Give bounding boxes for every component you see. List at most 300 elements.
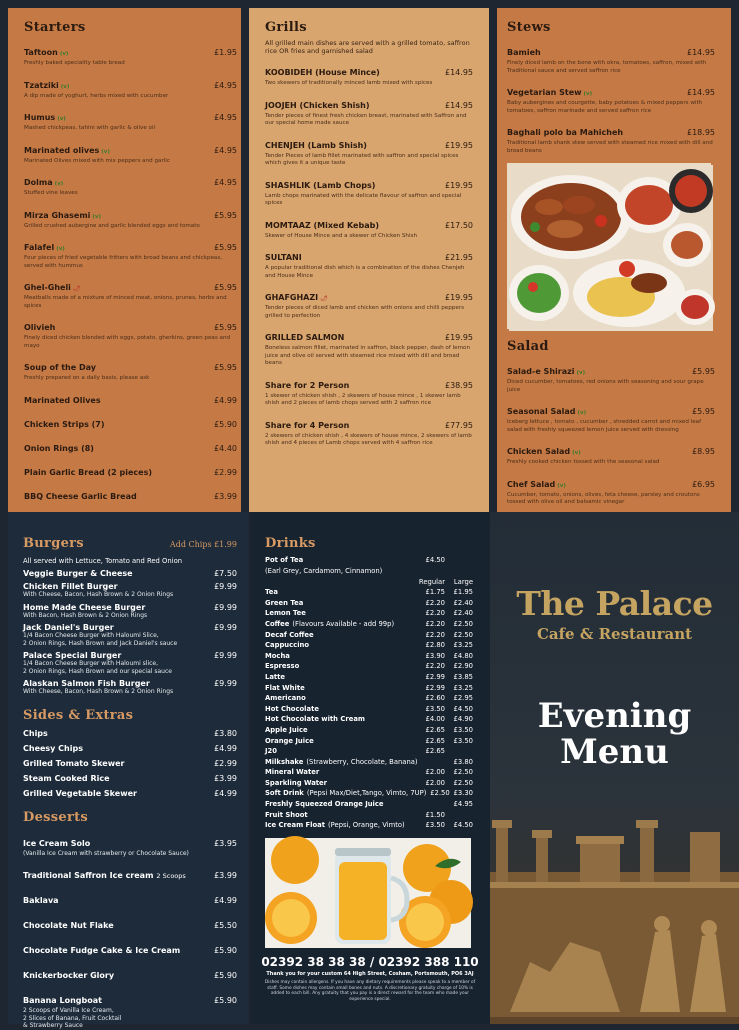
grill-item-description: 2 skewers of chicken shish , 4 skewers of house mince, 2 skewers of lamb shish and 4 pieces of Lamb chops served with 4 saffron rice bbox=[265, 432, 472, 446]
starter-item-row bbox=[24, 412, 237, 431]
drink-large-price: £2.50 bbox=[453, 619, 473, 628]
menu-line: Menu bbox=[560, 732, 669, 772]
burger-item-row bbox=[23, 679, 237, 688]
regular-header: Regular bbox=[418, 577, 445, 586]
stew-item-left bbox=[507, 80, 592, 99]
starter-item-price: £4.95 bbox=[214, 178, 237, 187]
starter-item-name: Olivieh bbox=[24, 323, 56, 332]
dessert-item bbox=[23, 988, 237, 1030]
burger-item-detail: With Cheese, Bacon, Hash Brown & 2 Onion Rings bbox=[23, 591, 174, 598]
grill-item-price: £38.95 bbox=[445, 380, 473, 390]
grill-item-name: Share for 4 Person bbox=[265, 420, 350, 430]
starter-item-price: £5.95 bbox=[214, 210, 237, 220]
drink-regular-price: £2.00 bbox=[425, 778, 445, 787]
grill-item bbox=[265, 173, 473, 208]
grill-item-name: JOOJEH (Chicken Shish) bbox=[265, 100, 370, 110]
drink-name-text: Orange Juice bbox=[265, 736, 314, 745]
drink-row bbox=[265, 715, 473, 726]
side-item-row bbox=[23, 729, 237, 738]
drink-row bbox=[265, 684, 473, 695]
starter-item-price: £5.95 bbox=[214, 283, 237, 292]
starter-item-row bbox=[24, 105, 237, 124]
burgers-header bbox=[23, 536, 237, 551]
drink-large-price: £3.50 bbox=[453, 725, 473, 734]
starter-item bbox=[24, 355, 237, 383]
starter-item-description: Grilled crushed aubergine and garlic blended eggs and tomato bbox=[24, 222, 200, 229]
drink-large-price: £4.95 bbox=[453, 800, 473, 809]
drink-name bbox=[265, 737, 417, 745]
grills-title: Grills bbox=[265, 20, 307, 35]
drink-name bbox=[265, 620, 417, 628]
starter-item-name: BBQ Cheese Garlic Bread bbox=[24, 491, 137, 501]
side-item-row bbox=[23, 744, 237, 753]
salad-item-left bbox=[507, 472, 566, 491]
grill-item-price: £19.95 bbox=[445, 333, 473, 342]
starter-item bbox=[24, 460, 237, 479]
dessert-item bbox=[23, 863, 237, 882]
drink-name-text: Sparkling Water bbox=[265, 778, 328, 787]
starter-item-price: £4.95 bbox=[214, 113, 237, 122]
drink-large-price: £2.40 bbox=[453, 598, 473, 607]
starter-item-description: Meatballs made of a mixture of minced meat, onions, prunes, herbs and spices bbox=[24, 295, 227, 309]
drink-name-text: Ice Cream Float bbox=[265, 821, 325, 830]
grill-item-description: Two skewers of traditionally minced lamb mixed with spices bbox=[265, 80, 433, 86]
starter-item-name: Chicken Strips (7) bbox=[24, 419, 105, 429]
burger-item-name: Chicken Fillet Burger bbox=[23, 582, 118, 591]
grill-item-left bbox=[265, 245, 302, 264]
side-item-row bbox=[23, 789, 237, 798]
pot-of-tea-name: Pot of Tea bbox=[265, 556, 304, 564]
salad-item-name: Chef Salad bbox=[507, 479, 556, 489]
starter-item-description: Marinated Olives mixed with mix peppers and garlic bbox=[24, 157, 170, 164]
pot-of-tea-row bbox=[265, 556, 473, 567]
starter-item bbox=[24, 138, 237, 166]
salad-item bbox=[507, 359, 715, 394]
grill-item-description: Boneless salmon fillet, marinated in saffron, black pepper, dash of lemon juice and olive oil served with steamed rice mixed with dill and broad beans bbox=[265, 345, 471, 366]
grill-item-description: Tender pieces of diced lamb and chicken with onions and chilli peppers grilled to perfection bbox=[265, 305, 465, 319]
side-item-row bbox=[23, 759, 237, 768]
dessert-item bbox=[23, 963, 237, 982]
orange-juice-photo bbox=[265, 838, 471, 948]
starter-item bbox=[24, 105, 237, 133]
grill-item-row bbox=[265, 213, 473, 232]
salad-item-price: £5.95 bbox=[692, 367, 715, 376]
grill-item-left bbox=[265, 285, 328, 304]
salad-item-left bbox=[507, 359, 585, 378]
drink-large-price: £4.90 bbox=[453, 715, 473, 724]
vegetarian-badge: (v) bbox=[557, 482, 566, 489]
starter-item bbox=[24, 170, 237, 198]
side-item-price: £4.99 bbox=[214, 743, 237, 753]
starter-item-name: Ghel-Gheli bbox=[24, 283, 71, 292]
burger-item bbox=[23, 679, 237, 696]
dessert-item-price: £4.99 bbox=[214, 896, 237, 905]
grill-item-left bbox=[265, 133, 367, 152]
burger-item-price: £9.99 bbox=[214, 679, 237, 688]
drink-options: (Pepsi, Orange, Vimto) bbox=[328, 821, 405, 830]
drinks-panel bbox=[250, 512, 490, 1024]
dessert-item-name: Knickerbocker Glory bbox=[23, 971, 115, 980]
starter-item-name: Taftoon bbox=[24, 48, 58, 57]
stew-item-left bbox=[507, 40, 541, 59]
grill-item-row bbox=[265, 413, 473, 432]
starter-item-left bbox=[24, 138, 110, 157]
grill-item-description: Skewer of House Mince and a skewer of Chicken Shish bbox=[265, 232, 417, 239]
grill-item-price: £14.95 bbox=[445, 100, 473, 110]
starter-item-name: Dolma bbox=[24, 178, 53, 187]
drink-large-price: £4.80 bbox=[453, 651, 473, 660]
drink-row bbox=[265, 737, 473, 748]
starters-panel bbox=[8, 8, 241, 512]
starter-item-left bbox=[24, 170, 63, 189]
grill-item-description: 1 skewer of chicken shish , 2 skewers of house mince , 1 skewer lamb shish and 2 pieces of lamb chops served with 2 saffron rice bbox=[265, 392, 461, 406]
drink-row bbox=[265, 726, 473, 737]
drink-regular-price: £3.50 bbox=[425, 821, 445, 830]
grill-item bbox=[265, 93, 473, 128]
starter-item-row bbox=[24, 203, 237, 222]
dessert-item-detail: (Vanilla Ice Cream with strawberry or Chocolate Sauce) bbox=[23, 849, 189, 857]
food-platter-photo bbox=[507, 163, 711, 329]
salad-item bbox=[507, 399, 715, 434]
grill-item-left bbox=[265, 60, 380, 79]
starter-item-left bbox=[24, 460, 152, 479]
stew-item bbox=[507, 40, 715, 75]
side-item-name: Grilled Vegetable Skewer bbox=[23, 788, 137, 798]
starter-item-description: Stuffed vine leaves bbox=[24, 190, 78, 196]
salad-title: Salad bbox=[507, 339, 549, 354]
sides-title: Sides & Extras bbox=[23, 707, 134, 723]
vegetarian-badge: (v) bbox=[54, 181, 64, 187]
vegetarian-badge: (v) bbox=[57, 116, 66, 122]
drink-name bbox=[265, 599, 417, 607]
dessert-item-row bbox=[23, 913, 237, 932]
drink-name bbox=[265, 779, 417, 787]
brand-title: The Palace bbox=[516, 584, 713, 623]
stew-item-price: £14.95 bbox=[687, 48, 715, 57]
salad-item-left bbox=[507, 439, 581, 458]
evening-menu-title bbox=[490, 698, 739, 770]
starter-item-row bbox=[24, 388, 237, 407]
side-item-price: £4.99 bbox=[214, 788, 237, 798]
burger-item-price: £9.99 bbox=[214, 602, 237, 612]
starter-item-name: Tzatziki bbox=[24, 80, 59, 90]
starter-item-name: Falafel bbox=[24, 243, 55, 252]
drink-name-text: Hot Chocolate with Cream bbox=[265, 715, 365, 724]
starter-item-row bbox=[24, 40, 237, 59]
drink-name-text: Soft Drink bbox=[265, 789, 304, 798]
dessert-item-name: Ice Cream Solo bbox=[23, 838, 91, 848]
salad-item-price: £8.95 bbox=[692, 447, 715, 456]
burger-item-detail: 2 Onion Rings, Hash Brown and our special sauce bbox=[23, 667, 172, 675]
drink-large-price: £3.85 bbox=[453, 672, 473, 681]
grill-item-description: A popular traditional dish which is a combination of the dishes Chenjeh and House Mince bbox=[265, 265, 465, 279]
side-item-price: £3.80 bbox=[214, 728, 237, 738]
desserts-title: Desserts bbox=[23, 809, 89, 825]
burger-item-row bbox=[23, 582, 237, 591]
vegetarian-badge: (v) bbox=[583, 91, 593, 97]
burger-item bbox=[23, 651, 237, 675]
pot-of-tea-flavours: (Earl Grey, Cardamom, Cinnamon) bbox=[265, 566, 383, 575]
salad-item-row bbox=[507, 472, 715, 491]
grill-item-price: £19.95 bbox=[445, 293, 473, 302]
salad-item bbox=[507, 472, 715, 507]
side-item-name: Steam Cooked Rice bbox=[23, 773, 110, 783]
stew-item-description: Finely diced lamb on the bone with okra, tomatoes, saffron, mixed with Traditional sauce and served saffron rice bbox=[507, 60, 707, 74]
drink-name-text: Americano bbox=[265, 694, 306, 703]
grill-item bbox=[265, 285, 473, 320]
dessert-item-left bbox=[23, 831, 90, 850]
drink-regular-price: £2.20 bbox=[425, 609, 445, 618]
grill-item-left bbox=[265, 93, 370, 112]
drink-row bbox=[265, 641, 473, 652]
dessert-item-name: Baklava bbox=[23, 896, 59, 905]
drink-large-price: £3.25 bbox=[453, 683, 473, 692]
grill-item-row bbox=[265, 325, 473, 344]
drink-large-price: £2.50 bbox=[453, 630, 473, 639]
desserts-list bbox=[23, 831, 237, 1030]
starter-item-price: £4.95 bbox=[214, 80, 237, 90]
vegetarian-badge: (v) bbox=[92, 213, 102, 220]
vegetarian-badge: (v) bbox=[59, 51, 69, 57]
starter-item-left bbox=[24, 73, 69, 92]
grill-item-row bbox=[265, 173, 473, 192]
stews-column bbox=[507, 20, 715, 507]
drink-row bbox=[265, 673, 473, 684]
burger-item-name: Jack Daniel's Burger bbox=[23, 623, 114, 632]
salad-item-name: Seasonal Salad bbox=[507, 407, 576, 416]
vegetarian-badge: (v) bbox=[577, 410, 587, 416]
side-item-row bbox=[23, 774, 237, 783]
grill-item-name: GHAFGHAZI bbox=[265, 293, 319, 302]
drink-large-price: £3.30 bbox=[453, 789, 473, 798]
side-item bbox=[23, 774, 237, 783]
orange-juice-illustration bbox=[265, 838, 471, 948]
drink-name-text: Coffee bbox=[265, 619, 290, 628]
dessert-item-price: £3.99 bbox=[214, 871, 237, 880]
grill-item-price: £17.50 bbox=[445, 220, 473, 230]
allergen-note: Dishes may contain allergens. If you have any dietary requirements please speak to a member of staff. Some dishes may contain small bones and nuts. A discretionary gratuity charge of 10% is added to each bill. Any gratuity that you pay is a direct reward for the team who made your experience special. bbox=[264, 980, 476, 1002]
drink-options: (Pepsi Max/Diet,Tango, Vimto, 7UP) bbox=[306, 789, 427, 798]
side-item bbox=[23, 744, 237, 753]
starter-item-left bbox=[24, 275, 81, 294]
drink-name bbox=[265, 609, 417, 617]
grill-item-price: £19.95 bbox=[445, 180, 473, 190]
stew-item-row bbox=[507, 80, 715, 99]
starter-item-row bbox=[24, 460, 237, 479]
dessert-item-row bbox=[23, 938, 237, 957]
burger-item-detail: With Cheese, Bacon, Hash Brown & 2 Onion Rings bbox=[23, 688, 174, 695]
drink-regular-price: £2.50 bbox=[430, 789, 450, 798]
starter-item-left bbox=[24, 315, 55, 334]
grill-item bbox=[265, 325, 473, 368]
starter-item-price: £1.95 bbox=[214, 48, 237, 57]
drink-large-price: £2.40 bbox=[453, 609, 473, 618]
drink-row bbox=[265, 620, 473, 631]
drink-regular-price: £1.50 bbox=[425, 810, 445, 819]
starter-item-left bbox=[24, 235, 65, 254]
salad-item-description: Iceberg lettuce , tomato , cucumber , shredded carrot and mixed leaf salad with freshly squeezed lemon juice served with dressing bbox=[507, 419, 702, 433]
dessert-item-left bbox=[23, 913, 114, 932]
drink-name bbox=[265, 588, 417, 596]
burger-item-row bbox=[23, 651, 237, 660]
drink-name bbox=[265, 684, 417, 692]
starter-item-name: Marinated Olives bbox=[24, 395, 101, 405]
food-platter-illustration bbox=[509, 165, 713, 331]
grill-item-name: CHENJEH (Lamb Shish) bbox=[265, 140, 367, 150]
starter-item-price: £4.40 bbox=[214, 443, 237, 453]
stews-title: Stews bbox=[507, 20, 551, 35]
dessert-item bbox=[23, 913, 237, 932]
burgers-title: Burgers bbox=[23, 536, 84, 551]
drink-row bbox=[265, 588, 473, 599]
starter-item bbox=[24, 436, 237, 455]
drink-name bbox=[265, 715, 417, 723]
starter-item-left bbox=[24, 412, 105, 431]
drink-name bbox=[265, 768, 417, 776]
drink-name-text: Cappuccino bbox=[265, 641, 310, 650]
salad-item-row bbox=[507, 399, 715, 418]
dessert-item-name: Chocolate Nut Flake bbox=[23, 921, 114, 930]
stew-item-price: £14.95 bbox=[687, 88, 715, 97]
dessert-item-detail: 2 Slices of Banana, Fruit Cocktail bbox=[23, 1014, 122, 1022]
grill-item bbox=[265, 133, 473, 168]
dessert-item-row bbox=[23, 831, 237, 850]
starter-item-description: Four pieces of fried vegetable fritters with broad beans and chickpeas, served with hummus bbox=[24, 255, 223, 269]
starter-item bbox=[24, 40, 237, 68]
burger-item-detail: 1/4 Bacon Cheese Burger with Haloumi slice, bbox=[23, 660, 159, 667]
salad-item-row bbox=[507, 359, 715, 378]
drink-name-text: Espresso bbox=[265, 662, 300, 671]
grill-item-row bbox=[265, 93, 473, 112]
drink-regular-price: £2.20 bbox=[425, 598, 445, 607]
drink-name bbox=[265, 631, 417, 639]
dessert-item-price: £5.50 bbox=[214, 921, 237, 930]
grill-item-price: £77.95 bbox=[445, 420, 473, 430]
starter-item-name: Onion Rings (8) bbox=[24, 443, 94, 453]
drink-regular-price: £2.20 bbox=[425, 662, 445, 671]
drink-name-text: J20 bbox=[265, 747, 277, 756]
drink-regular-price: £3.90 bbox=[425, 651, 445, 660]
drink-large-price: £2.90 bbox=[453, 662, 473, 671]
drink-row bbox=[265, 652, 473, 663]
grill-item-row bbox=[265, 373, 473, 392]
drink-name bbox=[265, 694, 417, 702]
drink-row bbox=[265, 811, 473, 822]
dessert-item-row bbox=[23, 888, 237, 907]
drink-name bbox=[265, 821, 417, 829]
starter-item-row bbox=[24, 315, 237, 334]
starter-item-price: £5.95 bbox=[214, 323, 237, 332]
burger-item-detail: 2 Onion Rings, Hash Brown and Jack Daniel's sauce bbox=[23, 639, 178, 647]
starter-item-name: Plain Garlic Bread (2 pieces) bbox=[24, 467, 153, 477]
starter-item-left bbox=[24, 203, 101, 222]
burger-item-price: £9.99 bbox=[214, 651, 237, 660]
drink-regular-price: £2.65 bbox=[425, 747, 445, 756]
burger-item-price: £9.99 bbox=[214, 582, 237, 591]
drink-regular-price: £2.20 bbox=[425, 619, 445, 628]
side-item-price: £3.99 bbox=[214, 773, 237, 783]
salad-list bbox=[507, 359, 715, 507]
grill-item bbox=[265, 245, 473, 280]
phone-numbers[interactable]: 02392 38 38 38 / 02392 388 110 bbox=[261, 955, 479, 969]
dessert-item-left bbox=[23, 863, 186, 882]
dessert-item-price: £5.90 bbox=[214, 971, 237, 980]
salad-item-description: Cucumber, tomato, onions, olives, feta cheese, parsley and croutons tossed with olive oil and balsamic vinegar bbox=[507, 491, 700, 505]
grill-item-description: Lamb chops marinated with the delicate flavour of saffron and special spices bbox=[265, 192, 462, 206]
drink-regular-price: £2.00 bbox=[425, 768, 445, 777]
stew-item-name: Vegetarian Stew bbox=[507, 88, 582, 97]
cover-panel bbox=[490, 512, 739, 1024]
burger-item-row bbox=[23, 603, 237, 612]
starter-item-price: £5.95 bbox=[214, 363, 237, 372]
dessert-item-price: £5.90 bbox=[214, 996, 237, 1005]
drink-name bbox=[265, 662, 417, 670]
starters-title: Starters bbox=[24, 20, 86, 35]
salad-item-price: £5.95 bbox=[692, 407, 715, 416]
starter-item-row bbox=[24, 436, 237, 455]
burger-item-row bbox=[23, 569, 237, 578]
starter-item bbox=[24, 73, 237, 101]
drinks-list bbox=[265, 588, 473, 832]
dessert-item-left bbox=[23, 938, 180, 957]
vegetarian-badge: (v) bbox=[572, 450, 581, 456]
grill-item bbox=[265, 413, 473, 448]
drink-regular-price: £3.50 bbox=[425, 704, 445, 713]
drink-name-text: Tea bbox=[265, 588, 278, 597]
burger-item-name: Veggie Burger & Cheese bbox=[23, 569, 133, 578]
drink-name bbox=[265, 641, 417, 649]
drinks-title: Drinks bbox=[265, 536, 316, 551]
burger-item-detail: 1/4 Bacon Cheese Burger with Haloumi Slice, bbox=[23, 632, 159, 639]
dessert-item-left bbox=[23, 963, 114, 982]
drink-row bbox=[265, 705, 473, 716]
starter-item-description: Freshly baked speciality table bread bbox=[24, 60, 125, 66]
stew-item bbox=[507, 120, 715, 155]
starter-item-row bbox=[24, 235, 237, 254]
starter-item bbox=[24, 484, 237, 503]
address-line: Thank you for your custom 64 High Street, Cosham, Portsmouth, PO6 3AJ bbox=[266, 971, 474, 977]
starter-item-row bbox=[24, 170, 237, 189]
dessert-item-row bbox=[23, 863, 237, 882]
starter-item-price: £2.99 bbox=[214, 467, 237, 477]
grill-item bbox=[265, 60, 473, 88]
burgers-column bbox=[23, 536, 237, 1030]
chili-icon: 🌶 bbox=[320, 295, 328, 302]
starter-item-name: Soup of the Day bbox=[24, 363, 96, 372]
starter-item-row bbox=[24, 484, 237, 503]
starter-item-row bbox=[24, 355, 237, 374]
grill-item bbox=[265, 213, 473, 241]
grill-item-name: MOMTAAZ (Mixed Kebab) bbox=[265, 220, 379, 230]
stew-item-row bbox=[507, 40, 715, 59]
stew-item-left bbox=[507, 120, 623, 139]
drink-name-text: Mineral Water bbox=[265, 768, 320, 777]
drink-row bbox=[265, 758, 473, 769]
burger-item bbox=[23, 603, 237, 620]
starter-item-description: Finely diced chicken blended with eggs, potato, gherkins, green peas and mayo bbox=[24, 335, 231, 349]
drink-large-price: £1.95 bbox=[453, 588, 473, 597]
grill-item-left bbox=[265, 173, 375, 192]
starter-item-price: £5.95 bbox=[214, 243, 237, 252]
starters-column bbox=[24, 20, 237, 527]
dessert-item bbox=[23, 888, 237, 907]
drink-name bbox=[265, 789, 426, 797]
starter-item bbox=[24, 412, 237, 431]
side-item-name: Cheesy Chips bbox=[23, 743, 83, 753]
starter-item-price: £3.99 bbox=[214, 491, 237, 501]
drink-large-price: £4.50 bbox=[453, 704, 473, 713]
starter-item-left bbox=[24, 436, 94, 455]
